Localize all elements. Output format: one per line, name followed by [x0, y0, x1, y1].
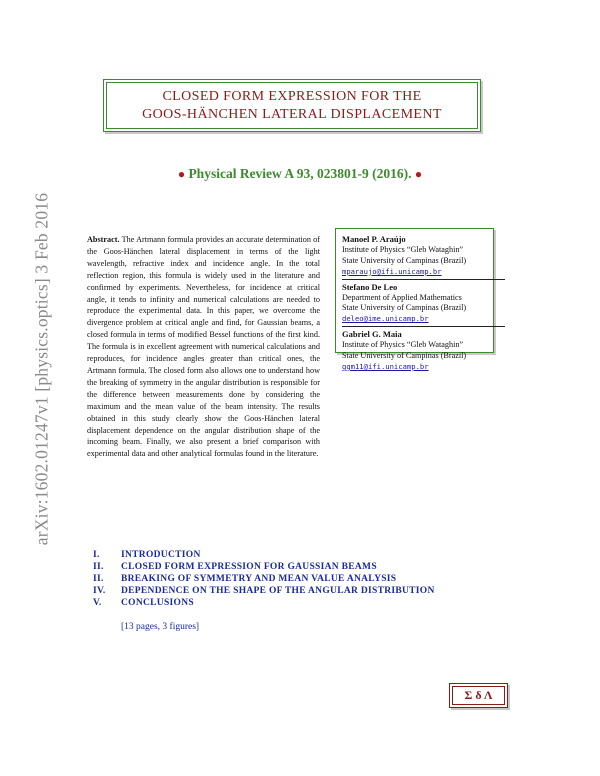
logo-text: Σ δ Λ [452, 686, 505, 705]
toc-number: II. [93, 562, 104, 572]
journal-ref-text: Physical Review A 93, 023801-9 (2016). [188, 166, 412, 181]
toc-title[interactable]: INTRODUCTION [121, 550, 201, 560]
abstract-label: Abstract. [87, 235, 120, 244]
author-affiliation: State University of Campinas (Brazil) [342, 255, 467, 265]
title-box [103, 79, 481, 132]
page-count: [13 pages, 3 figures] [121, 622, 200, 632]
toc-title[interactable]: DEPENDENCE ON THE SHAPE OF THE ANGULAR DISTRIBUTION [121, 586, 435, 596]
title-line-2: GOOS-HÄNCHEN LATERAL DISPLACEMENT [142, 106, 442, 122]
toc-title[interactable]: CLOSED FORM EXPRESSION FOR GAUSSIAN BEAMS [121, 562, 377, 572]
table-of-contents [93, 549, 435, 609]
author-block [342, 329, 505, 374]
toc-item[interactable] [93, 561, 435, 573]
toc-number: I. [93, 550, 100, 560]
toc-number: IV. [93, 586, 106, 596]
author-affiliation: Institute of Physics “Gleb Wataghin” [342, 340, 464, 350]
author-affiliation: State University of Campinas (Brazil) [342, 351, 467, 361]
abstract-text: The Artmann formula provides an accurate determination of the Goos-Hänchen lateral displacement in terms of the light wavelength, refractive index and incidence angle. In the total reflection region, this formula is widely used in the literature and confirmed by experiments. Nevertheless, for incidence at critical angle, it tends to infinity and numerical calculations are needed to reproduce the experimental data. In this paper, we overcome the divergence problem at critical angle and find, for Gaussian beams, a closed formula in terms of modified Bessel functions of the first kind. The formula is in excellent agreement with numerical calculations and reproduces, for incidence angles greater than critical ones, the Artmann formula. The closed form also allows one to understand how the breaking of symmetry in the angular distribution is responsible for the difference between measurements done by considering the maximum and the mean value of the beam intensity. The results obtained in this study clearly show the Goos-Hänchen lateral displacement dependence on the angular distribution shape of the incoming beam. Finally, we also present a brief comparison with experimental data and other analytical formulas found in the literature. [87, 235, 321, 459]
bullet-icon: ● [177, 167, 186, 181]
toc-item[interactable] [93, 597, 435, 609]
toc-title[interactable]: CONCLUSIONS [121, 598, 194, 608]
toc-number: V. [93, 598, 102, 608]
author-name: Stefano De Leo [342, 281, 398, 292]
author-block [342, 234, 505, 280]
toc-item[interactable] [93, 573, 435, 585]
journal-reference [0, 166, 600, 182]
author-name: Gabriel G. Maia [342, 329, 402, 340]
author-name: Manoel P. Araújo [342, 234, 406, 244]
toc-item[interactable] [93, 585, 435, 597]
bullet-icon: ● [414, 167, 423, 181]
toc-title[interactable]: BREAKING OF SYMMETRY AND MEAN VALUE ANALYSIS [121, 574, 397, 584]
author-affiliation: Department of Applied Mathematics [342, 292, 462, 302]
author-email-link[interactable]: mparaujo@ifi.unicamp.br [342, 266, 442, 276]
toc-number: II. [93, 574, 104, 584]
arxiv-stamp [22, 172, 62, 566]
arxiv-id: arXiv:1602.01247v1 [physics.optics] 3 Feb 2016 [31, 192, 52, 546]
logo-box [449, 683, 508, 708]
author-email-link[interactable]: ggm11@ifi.unicamp.br [342, 361, 429, 371]
title-line-1: CLOSED FORM EXPRESSION FOR THE [162, 88, 422, 104]
toc-item[interactable] [93, 549, 435, 561]
author-affiliation: State University of Campinas (Brazil) [342, 303, 467, 313]
author-email-link[interactable]: deleo@ime.unicamp.br [342, 314, 429, 324]
author-block [342, 282, 505, 328]
author-affiliation: Institute of Physics “Gleb Wataghin” [342, 244, 464, 254]
authors-box [335, 228, 494, 371]
abstract [87, 234, 320, 460]
